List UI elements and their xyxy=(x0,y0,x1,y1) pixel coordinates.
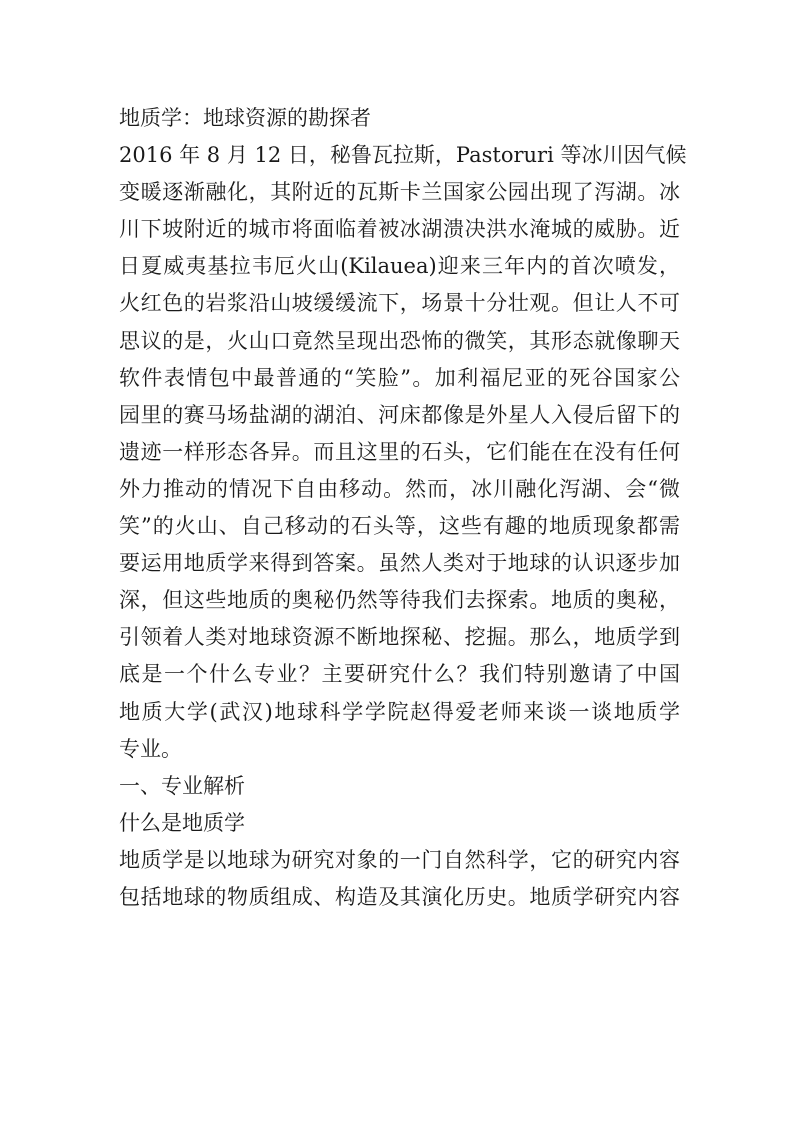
document-title: 地质学：地球资源的勘探者 xyxy=(119,106,371,130)
text-line: 深，但这些地质的奥秘仍然等待我们去探索。地质的奥秘， xyxy=(119,588,680,613)
text-line: 思议的是，火山口竟然呈现出恐怖的微笑，其形态就像聊天 xyxy=(119,328,680,353)
text-line: 地质学是以地球为研究对象的一门自然科学，它的研究内容 xyxy=(119,847,680,872)
text-line: 遗迹一样形态各异。而且这里的石头，它们能在在没有任何 xyxy=(119,439,680,464)
text-line: 软件表情包中最普通的“笑脸”。加利福尼亚的死谷国家公 xyxy=(119,365,680,390)
text-line: 火红色的岩浆沿山坡缓缓流下，场景十分壮观。但让人不可 xyxy=(119,291,680,316)
text-line: 要运用地质学来得到答案。虽然人类对于地球的认识逐步加 xyxy=(119,551,680,576)
text-line: 日夏威夷基拉韦厄火山(Kilauea)迎来三年内的首次喷发， xyxy=(119,254,680,279)
text-line: 变暖逐渐融化，其附近的瓦斯卡兰国家公园出现了泻湖。冰 xyxy=(119,180,680,205)
definition-paragraph xyxy=(119,842,699,916)
text-line: 包括地球的物质组成、构造及其演化历史。地质学研究内容 xyxy=(119,884,680,909)
text-line: 园里的赛马场盐湖的湖泊、河床都像是外星人入侵后留下的 xyxy=(119,402,680,427)
document-body xyxy=(119,100,699,916)
text-line: 地质大学(武汉)地球科学学院赵得爱老师来谈一谈地质学 xyxy=(119,699,680,724)
text-line: 外力推动的情况下自由移动。然而，冰川融化泻湖、会“微 xyxy=(119,476,680,501)
subsection-heading: 什么是地质学 xyxy=(119,810,245,835)
text-line-last: 专业。 xyxy=(119,736,182,761)
intro-paragraph xyxy=(119,137,699,768)
text-line: 川下坡附近的城市将面临着被冰湖溃决洪水淹城的威胁。近 xyxy=(119,217,680,242)
section-heading: 一、专业解析 xyxy=(119,773,245,798)
text-line: 笑”的火山、自己移动的石头等，这些有趣的地质现象都需 xyxy=(119,514,680,539)
text-line: 2016 年 8 月 12 日，秘鲁瓦拉斯，Pastoruri 等冰川因气候 xyxy=(119,143,687,168)
text-line: 底是一个什么专业？主要研究什么？我们特别邀请了中国 xyxy=(119,662,680,687)
text-line: 引领着人类对地球资源不断地探秘、挖掘。那么，地质学到 xyxy=(119,625,680,650)
